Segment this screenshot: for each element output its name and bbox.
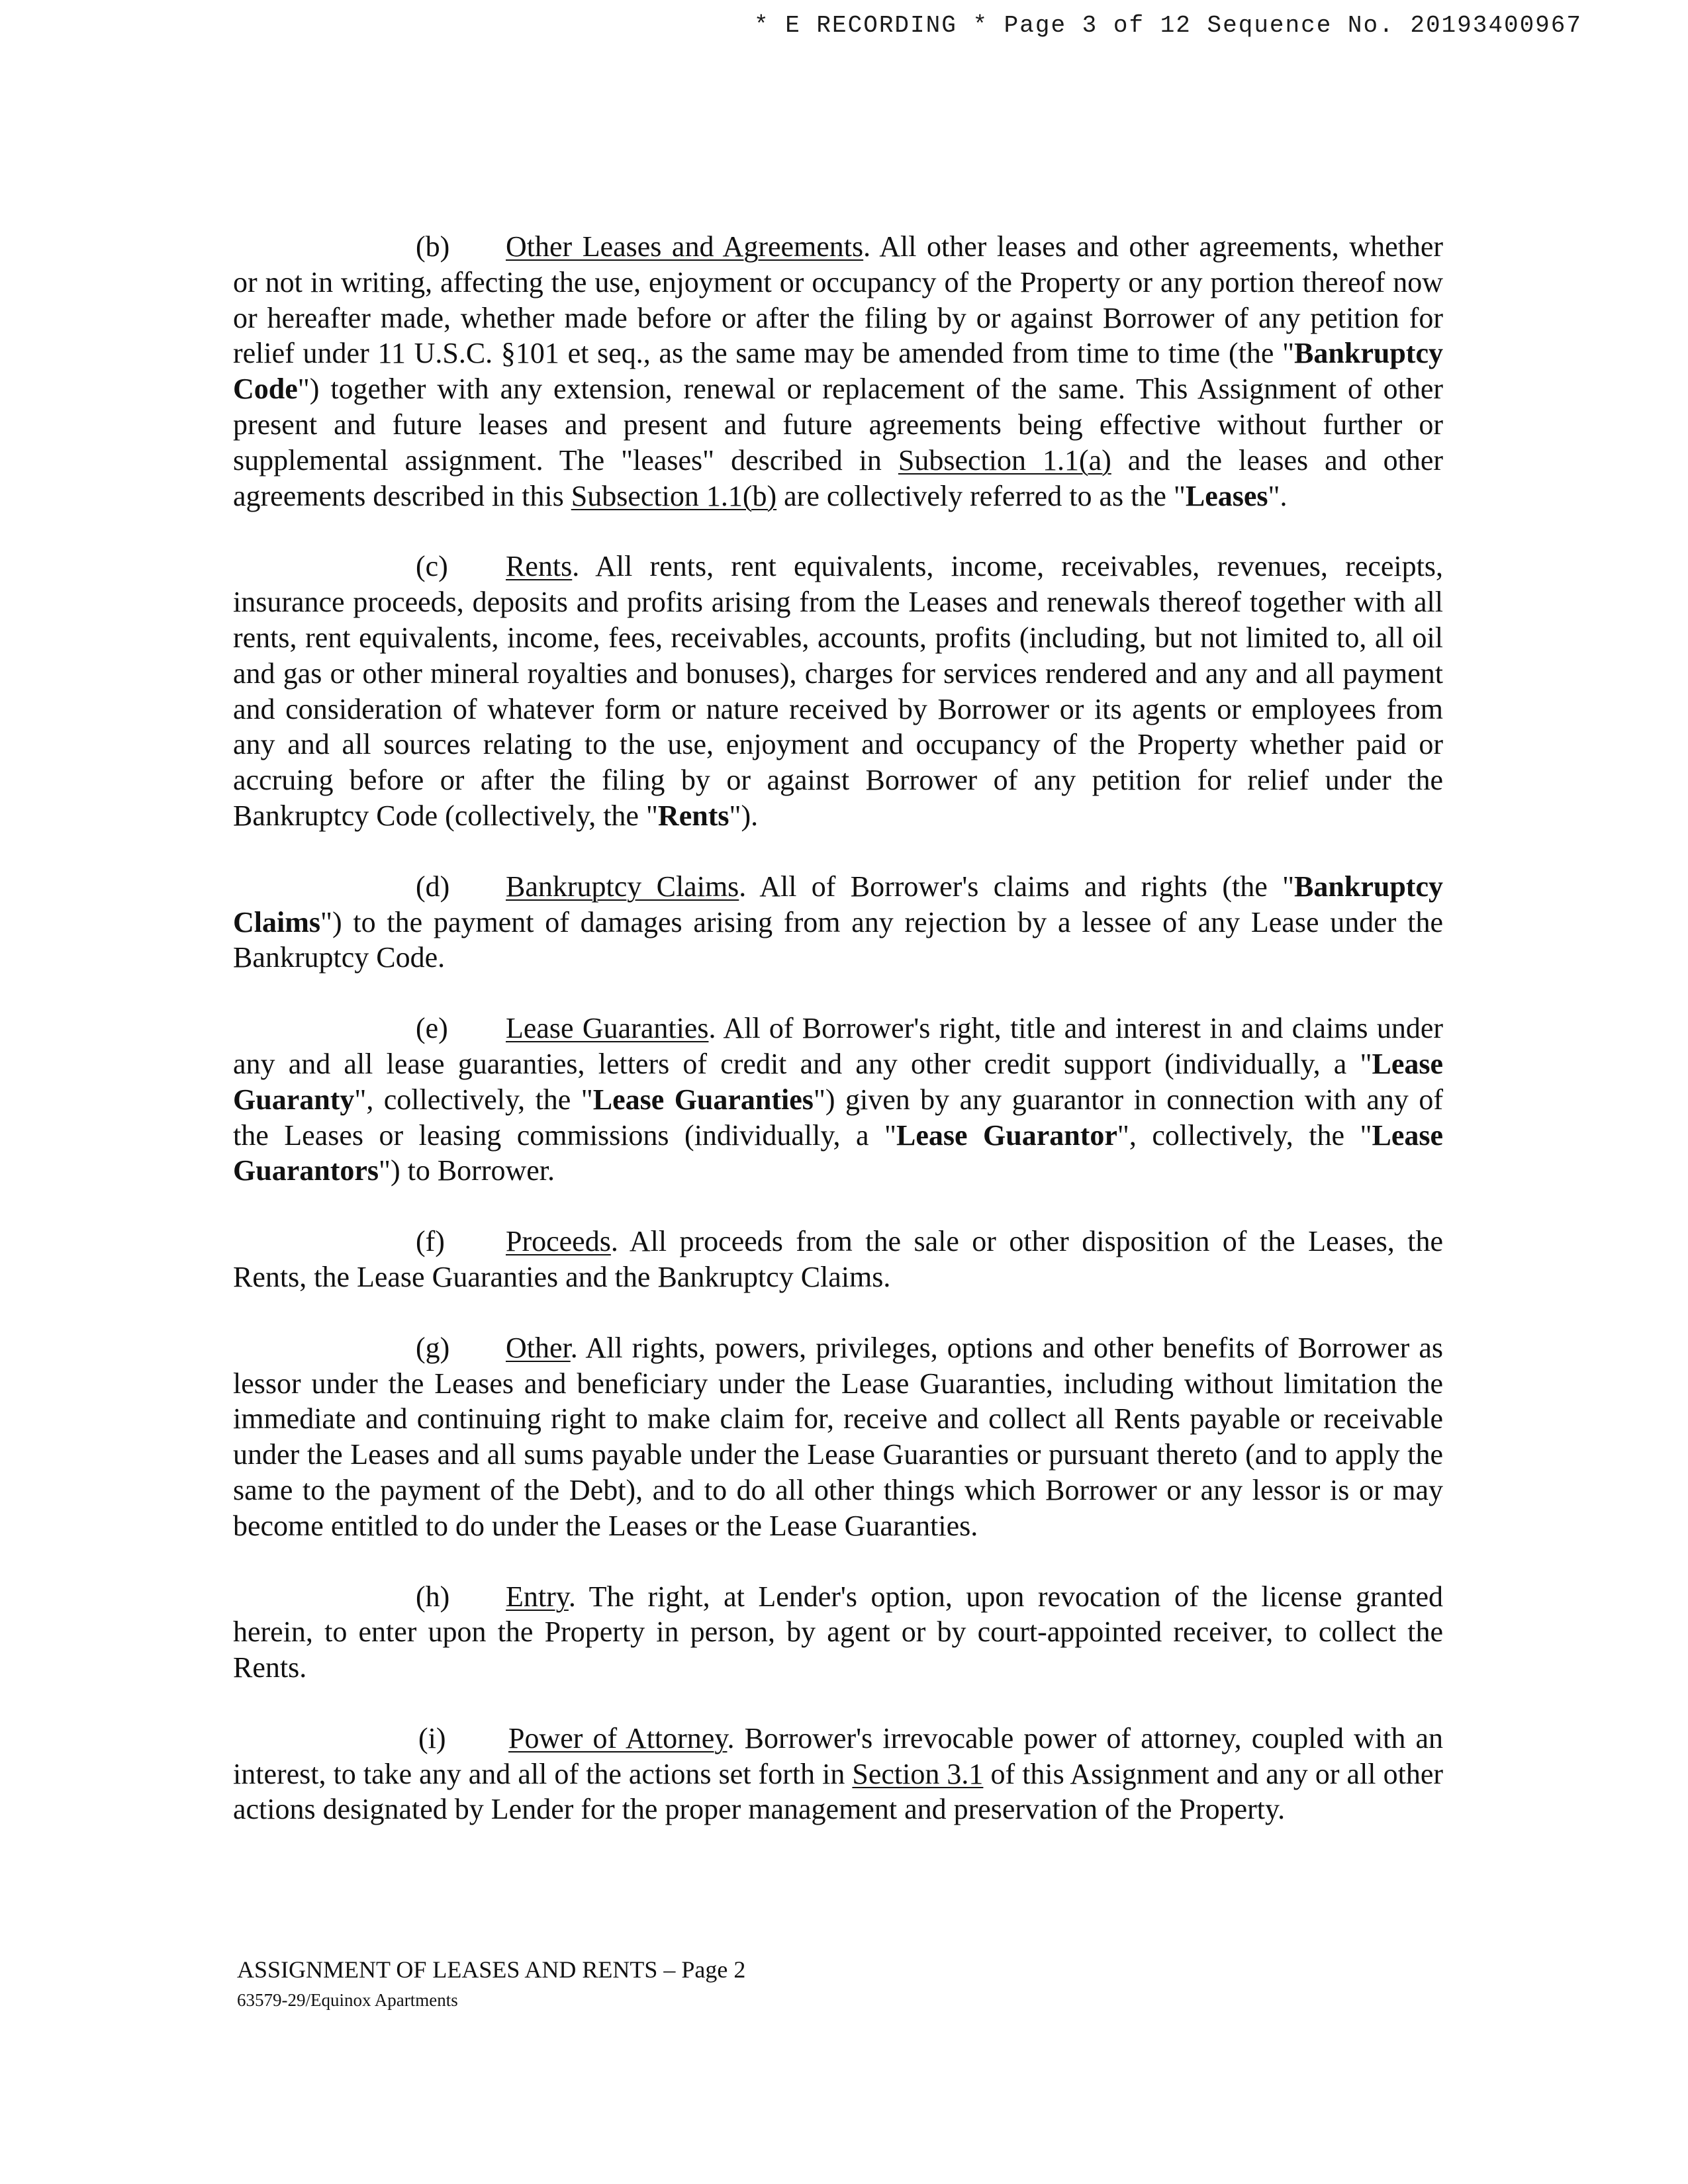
section-text: . All rights, powers, privileges, options and other benefits of Borrower as lessor under the Leases and beneficiary under the Lease Guaranties, including without limitation the immediate and continuing right to make claim for, receive and collect all Rents payable or receivable under the Leases and all sums payable under the Lease Guaranties or pursuant thereto (and to apply the same to the payment of the Debt), and to do all other things which Borrower or any lessor is or may become entitled to do under the Leases or the Lease Guaranties. [233,1331,1443,1542]
cross-reference: Section 3.1 [852,1757,984,1790]
section-text: . Borrower's irrevocable power of attorney, coupled with an interest, to take any and all of the actions set forth in [233,1721,1443,1790]
section-text: "). [729,799,759,832]
section-heading: Other Leases and Agreements [506,230,864,263]
defined-term: Lease Guarantor [896,1118,1117,1152]
section-text: are collectively referred to as the " [776,479,1186,512]
section-text: . The right, at Lender's option, upon revocation of the license granted herein, to enter upon the Property in person, by agent or by court-appointed receiver, to collect the Rents. [233,1580,1443,1684]
section-f-proceeds [233,1224,1443,1295]
section-label: (h) [416,1580,450,1613]
section-label: (c) [416,550,448,583]
defined-term: Lease Guarantors [233,1118,1444,1187]
footer-file-reference: 63579-29/Equinox Apartments [237,1990,458,2010]
defined-term: Leases [1185,479,1268,512]
section-heading: Proceeds [506,1225,611,1258]
footer-document-title: ASSIGNMENT OF LEASES AND RENTS – Page 2 [237,1956,746,1983]
section-d-bankruptcy-claims [233,869,1443,976]
section-text: and the leases and other agreements described in this [233,443,1443,512]
section-text: ". [1268,479,1288,512]
section-heading: Entry [506,1580,569,1613]
section-c-rents [233,549,1443,833]
section-text: of this Assignment and any or all other actions designated by Lender for the proper management and preservation of the Property. [233,1757,1443,1826]
section-text: . All of Borrower's right, title and interest in and claims under any and all lease guaranties, letters of credit and any other credit support (individually, a " [233,1012,1444,1080]
section-heading: Rents [506,550,573,583]
section-heading: Lease Guaranties [506,1012,709,1045]
section-text: ") to Borrower. [379,1154,555,1187]
section-heading: Power of Attorney [508,1721,727,1754]
section-text: ", collectively, the " [1117,1118,1372,1152]
section-label: (e) [416,1012,448,1045]
section-label: (g) [416,1331,450,1364]
section-label: (b) [416,230,450,263]
section-text: ") given by any guarantor in connection with any of the Leases or leasing commissions (individually, a " [233,1083,1444,1152]
document-body [233,229,1443,1827]
cross-reference: Subsection 1.1(a) [898,443,1111,477]
cross-reference: Subsection 1.1(b) [571,479,777,512]
section-b-other-leases [233,229,1443,514]
section-text: . All proceeds from the sale or other disposition of the Leases, the Rents, the Lease Guaranties and the Bankruptcy Claims. [233,1225,1443,1293]
defined-term: Lease Guaranties [592,1083,814,1116]
section-text: . All of Borrower's claims and rights (the " [739,870,1295,903]
section-heading: Other [506,1331,571,1364]
section-text: ") together with any extension, renewal or replacement of the same. This Assignment of other present and future leases and present and future agreements being effective without further or supplemental assignment. The "leases" described in [233,373,1443,477]
section-text: . All other leases and other agreements, whether or not in writing, affecting the use, enjoyment or occupancy of the Property or any portion thereof now or hereafter made, whether made before or after the filing by or against Borrower of any petition for relief under 11 U.S.C. §101 et seq., as the same may be amended from time to time (the " [233,230,1443,370]
section-label: (d) [416,870,450,903]
defined-term: Lease Guaranty [233,1047,1443,1116]
section-label: (f) [416,1225,445,1258]
section-label: (i) [418,1721,446,1754]
section-text: ") to the payment of damages arising from any rejection by a lessee of any Lease under the Bankruptcy Code. [233,905,1443,974]
defined-term: Bankruptcy Claims [233,870,1443,938]
defined-term: Rents [657,799,729,832]
section-text: ", collectively, the " [354,1083,593,1116]
section-i-power-of-attorney [233,1721,1443,1827]
section-e-lease-guaranties [233,1011,1443,1189]
section-text: . All rents, rent equivalents, income, receivables, revenues, receipts, insurance proceeds, deposits and profits arising from the Leases and renewals thereof together with all rents, rent equivalents, income, fees, receivables, accounts, profits (including, but not limited to, all oil and gas or other mineral royalties and bonuses), charges for services rendered and any and all payment and consideration of whatever form or nature received by Borrower or its agents or employees from any and all sources relating to the use, enjoyment and occupancy of the Property whether paid or accruing before or after the filing by or against Borrower of any petition for relief under the Bankruptcy Code (collectively, the " [233,550,1443,832]
defined-term: Bankruptcy Code [233,337,1443,406]
section-g-other [233,1330,1443,1544]
recording-stamp-header: * E RECORDING * Page 3 of 12 Sequence No. 20193400967 [754,12,1582,39]
section-heading: Bankruptcy Claims [506,870,739,903]
section-h-entry [233,1579,1443,1686]
